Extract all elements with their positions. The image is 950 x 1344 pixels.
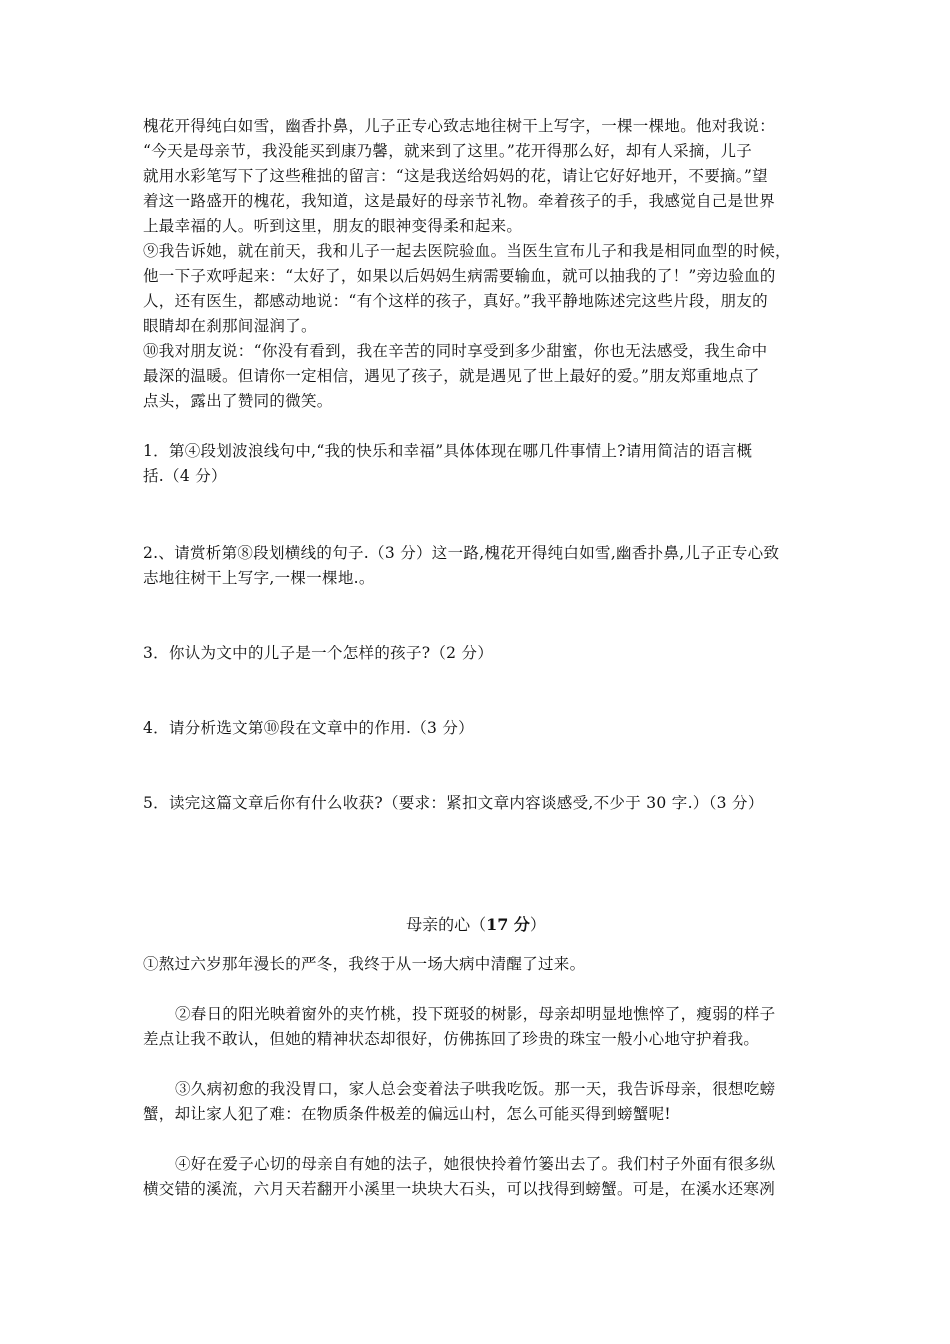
paragraph-4	[143, 1152, 809, 1202]
question-4	[143, 716, 809, 741]
passage-line: ⑨我告诉她，就在前天，我和儿子一起去医院验血。当医生宣布儿子和我是相同血型的时候，	[143, 242, 791, 260]
passage-title	[143, 912, 809, 937]
passage-line: 着这一路盛开的槐花，我知道，这是最好的母亲节礼物。牵着孩子的手，我感觉自己是世界	[143, 192, 776, 210]
paragraph-line: 蟹，却让家人犯了难：在物质条件极差的偏远山村，怎么可能买得到螃蟹呢!	[143, 1105, 671, 1123]
passage-line: 槐花开得纯白如雪，幽香扑鼻，儿子正专心致志地往树干上写字，一棵一棵地。他对我说：	[143, 117, 776, 135]
question-1	[143, 439, 809, 489]
paragraph-line: ①熬过六岁那年漫长的严冬，我终于从一场大病中清醒了过来。	[143, 955, 586, 973]
document-page	[143, 114, 809, 1202]
paragraph-line: 差点让我不敢认，但她的精神状态却很好，仿佛拣回了珍贵的珠宝一般小心地守护着我。	[143, 1030, 760, 1048]
question-line: 志地往树干上写字,一棵一棵地.。	[143, 569, 375, 587]
passage-line: 最深的温暖。但请你一定相信，遇见了孩子，就是遇见了世上最好的爱。”朋友郑重地点了	[143, 367, 760, 385]
question-2	[143, 541, 809, 591]
passage-line: 他一下子欢呼起来：“太好了，如果以后妈妈生病需要输血，就可以抽我的了！”旁边验血的	[143, 267, 776, 285]
question-5	[143, 791, 809, 816]
passage-line: “今天是母亲节，我没能买到康乃馨，就来到了这里。”花开得那么好，却有人采摘，儿子	[143, 142, 753, 160]
paragraph-line: ②春日的阳光映着窗外的夹竹桃，投下斑驳的树影，母亲却明显地憔悴了，瘦弱的样子	[175, 1005, 776, 1023]
title-score: 17 分	[486, 915, 530, 934]
question-line: 4．请分析选文第⑩段在文章中的作用.（3 分）	[143, 719, 474, 737]
paragraph-line: ④好在爱子心切的母亲自有她的法子，她很快拎着竹篓出去了。我们村子外面有很多纵	[175, 1155, 776, 1173]
paragraph-1	[143, 952, 809, 977]
question-line: 5．读完这篇文章后你有什么收获?（要求：紧扣文章内容谈感受,不少于 30 字.）（3 分）	[143, 794, 764, 812]
passage-line: 就用水彩笔写下了这些稚拙的留言：“这是我送给妈妈的花，请让它好好地开，不要摘。”望	[143, 167, 768, 185]
paragraph-line: 横交错的溪流，六月天若翻开小溪里一块块大石头，可以找得到螃蟹。可是，在溪水还寒冽	[143, 1180, 776, 1198]
passage-line: 人，还有医生，都感动地说：“有个这样的孩子，真好。”我平静地陈述完这些片段，朋友的	[143, 292, 768, 310]
passage-line: 点头，露出了赞同的微笑。	[143, 392, 333, 410]
title-close: ）	[529, 915, 546, 934]
paragraph-line: ③久病初愈的我没胃口，家人总会变着法子哄我吃饭。那一天，我告诉母亲，很想吃螃	[175, 1080, 776, 1098]
passage-excerpt	[143, 114, 809, 414]
passage-line: ⑩我对朋友说：“你没有看到，我在辛苦的同时享受到多少甜蜜，你也无法感受，我生命中	[143, 342, 768, 360]
passage-line: 上最幸福的人。听到这里，朋友的眼神变得柔和起来。	[143, 217, 523, 235]
question-line: 括.（4 分）	[143, 467, 227, 485]
title-text: 母亲的心（	[406, 915, 487, 934]
question-line: 2.、请赏析第⑧段划横线的句子.（3 分）这一路,槐花开得纯白如雪,幽香扑鼻,儿子正专心致	[143, 544, 780, 562]
paragraph-2	[143, 1002, 809, 1052]
paragraph-3	[143, 1077, 809, 1127]
passage-line: 眼睛却在刹那间湿润了。	[143, 317, 317, 335]
question-3	[143, 641, 809, 666]
question-line: 3．你认为文中的儿子是一个怎样的孩子?（2 分）	[143, 644, 494, 662]
question-line: 1．第④段划波浪线句中,“我的快乐和幸福”具体体现在哪几件事情上?请用简洁的语言概	[143, 442, 753, 460]
